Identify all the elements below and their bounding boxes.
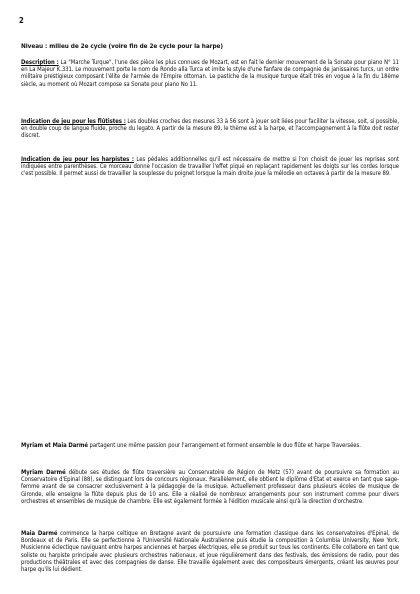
flute-label: Indication de jeu pour les flûtistes :	[21, 119, 126, 125]
maia-bio-paragraph	[21, 531, 399, 574]
description-label: Description :	[21, 60, 59, 66]
maia-name: Maia Darmé	[21, 531, 58, 537]
myriam-name: Myriam Darmé	[21, 470, 66, 476]
page-number: 2	[19, 16, 24, 25]
level-heading: Niveau : milieu de 2e cycle (voire fin de 2e cycle pour la harpe)	[21, 42, 223, 50]
description-text: La "Marche Turque", l'une des pièce les plus connues de Mozart, est en fait le dernier mouvement de la Sonate pour piano N° 11 en La Majeur K.331. Le mouvement porte le nom de Rondo alla Turca et imite le style d'une fanfare de compagnie de janissaires turcs, un ordre militaire prestigieux composant l'élite de l'armée de l'Empire ottoman. Le pastiche de la musique turque était très en vogue à la fin du 18ème siècle, au moment où Mozart compose sa Sonate pour piano No 11.	[21, 60, 400, 88]
harp-text: Les pédales additionnelles qu'il est nécessaire de mettre si l'on choisit de jouer les reprises sont indiquées entre parenthèses. Ce morceau donne l'occasion de travailler l'effet piqué en replaçant rapidement les doigts sur les cordes lorsque c'est possible. Il permet aussi de travailler la souplesse du poignet lorsque la main droite joue la mélodie en octaves à partir de la mesure 89.	[21, 157, 399, 178]
harp-paragraph	[21, 157, 399, 179]
duo-intro-text: partagent une même passion pour l'arrangement et forment ensemble le duo flûte et harpe Traversées.	[87, 443, 361, 449]
maia-bio-text: commence la harpe celtique en Bretagne avant de poursuivre une formation classique dans les conservatoires d'Epinal, de Bordeaux et de Paris. Elle se perfectionne à l'Université Nationale Australienne puis étudie la composition à Columbia University, New York. Musicienne éclectique naviguant entre harpes anciennes et harpes électriques, elle se produit sur tous les continents. Elle collabore en tant que soliste ou harpiste principale avec plusieurs orchestres nationaux, et joue régulièrement dans des festivals, des émissions de radio, pour des productions théâtrales et avec des compagnies de danse. Elle travaille également avec des compositeurs émergents, créant les œuvres pour harpe qu'ils lui dédient.	[21, 531, 400, 574]
duo-intro-paragraph	[21, 443, 399, 450]
flute-text: Les doubles croches des mesures 33 à 56 sont à jouer soit liées pour faciliter la vitesse, soit, si possible, en double coup de langue fluide, proche du legato. A partir de la mesure 89, le thème est à la harpe, et l'accompagnement à la flûte doit rester discret.	[21, 119, 399, 140]
duo-names: Myriam et Maia Darmé	[21, 443, 88, 449]
myriam-bio-text: débute ses études de flûte traversière au Conservatoire de Région de Metz (57) avant de poursuivre sa formation au Conservatoire d'Epinal (88), se distinguant lors de concours régionaux. Parallèlement, elle obtient le diplôme d'Etat et exerce en tant que sage-femme avant de se consacrer exclusivement à la pédagogie de la musique. Actuellement professeur dans plusieurs écoles de musique de Gironde, elle enseigne la flûte depuis plus de 10 ans. Elle a réalisé de nombreux arrangements pour son instrument comme pour divers orchestres et ensembles de musique de chambre. Elle est également formée à l'édition musicale ainsi qu'à la direction d'orchestre.	[21, 470, 399, 505]
myriam-bio-paragraph	[21, 470, 399, 506]
harp-label: Indication de jeu pour les harpistes :	[21, 157, 134, 163]
description-paragraph	[21, 60, 399, 89]
flute-paragraph	[21, 119, 399, 141]
